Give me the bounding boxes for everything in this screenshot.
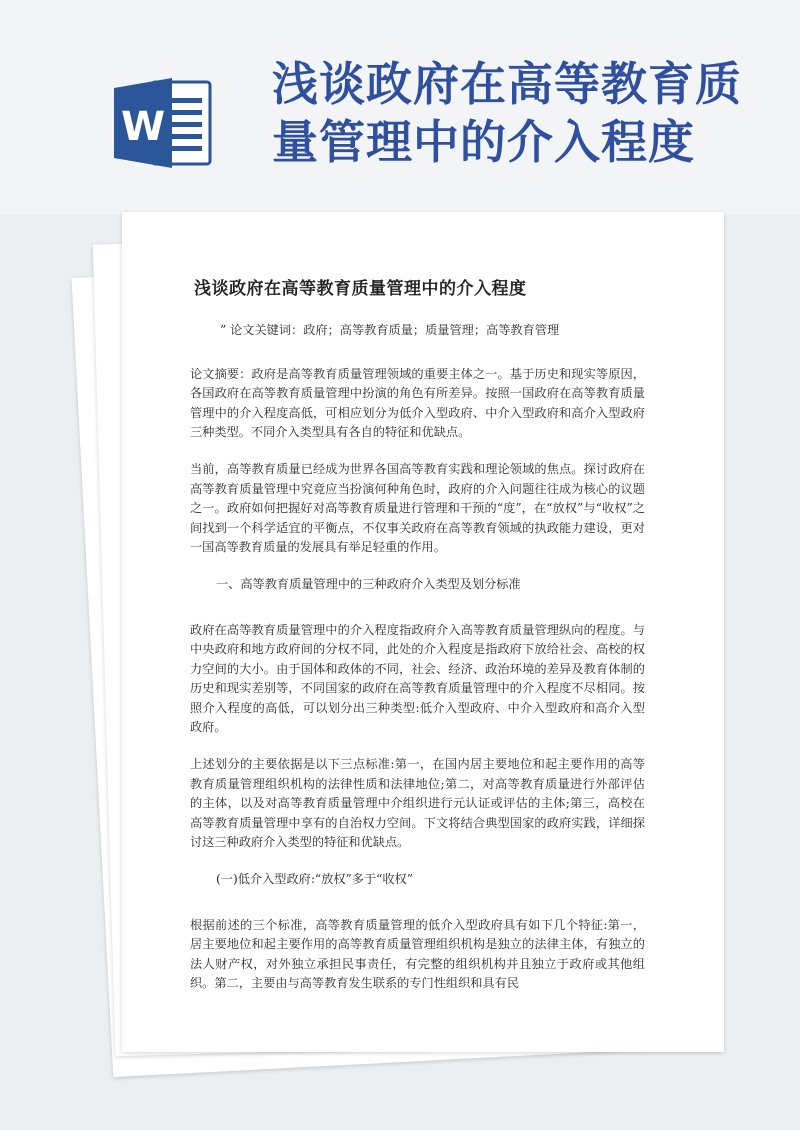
section-paragraph-3: 根据前述的三个标准，高等教育质量管理的低介入型政府具有如下几个特征:第一，居主要地位和起主要作用的高等教育质量管理组织机构是独立的法律主体，有独立的法人财产权，对外独立承担民事责任，有完整的组织机构并且独立于政府或其他组织。第二，主要由与高等教育发生联系的专门性组织和具有民 bbox=[190, 917, 645, 990]
document-body bbox=[190, 280, 645, 1011]
document-title: 浅谈政府在高等教育质量管理中的介入程度 bbox=[194, 279, 527, 299]
section-heading: 一、高等教育质量管理中的三种政府介入类型及划分标准 bbox=[216, 577, 521, 592]
word-document-icon bbox=[110, 68, 220, 178]
intro-paragraph: 当前，高等教育质量已经成为世界各国高等教育实践和理论领域的焦点。探讨政府在高等教育质量管理中究竟应当扮演何种角色时，政府的介入问题往往成为核心的议题之一。政府如何把握好对高等教育质量进行管理和干预的“度”，在“放权”与“收权”之间找到一个科学适宜的平衡点，不仅事关政府在高等教育领域的执政能力建设，更对一国高等教育质量的发展具有举足轻重的作用。 bbox=[190, 462, 645, 555]
section-paragraph-2: 上述划分的主要依据是以下三点标准:第一，在国内居主要地位和起主要作用的高等教育质量管理组织机构的法律性质和法律地位;第二，对高等教育质量进行外部评估的主体，以及对高等教育质量管理中介组织进行元认证或评估的主体;第三，高校在高等教育质量管理中享有的自治权力空间。下文将结合典型国家的政府实践，详细探讨这三种政府介入类型的特征和优缺点。 bbox=[190, 757, 645, 849]
section-paragraph-1: 政府在高等教育质量管理中的介入程度指政府介入高等教育质量管理纵向的程度。与中央政府和地方政府间的分权不同，此处的介入程度是指政府下放给社会、高校的权力空间的大小。由于国体和政体的不同，社会、经济、政治环境的差异及教育体制的历史和现实差别等，不同国家的政府在高等教育质量管理中的介入程度不尽相同。按照介入程度的高低，可以划分出三种类型:低介入型政府、中介入型政府和高介入型政府。 bbox=[190, 622, 645, 734]
word-icon-letter: W bbox=[120, 104, 166, 150]
keywords-line: ” 论文关键词：政府；高等教育质量；质量管理；高等教育管理 bbox=[220, 323, 560, 338]
subsection-heading: (一)低介入型政府:“放权”多于“收权” bbox=[216, 872, 413, 887]
banner-title: 浅谈政府在高等教育质量管理中的介入程度 bbox=[272, 57, 742, 169]
abstract-paragraph: 论文摘要：政府是高等教育质量管理领域的重要主体之一。基于历史和现实等原因，各国政府在高等教育质量管理中扮演的角色有所差异。按照一国政府在高等教育质量管理中的介入程度高低，可相应划分为低介入型政府、中介入型政府和高介入型政府三种类型。不同介入类型具有各自的特征和优缺点。 bbox=[190, 366, 645, 440]
banner bbox=[0, 0, 800, 215]
